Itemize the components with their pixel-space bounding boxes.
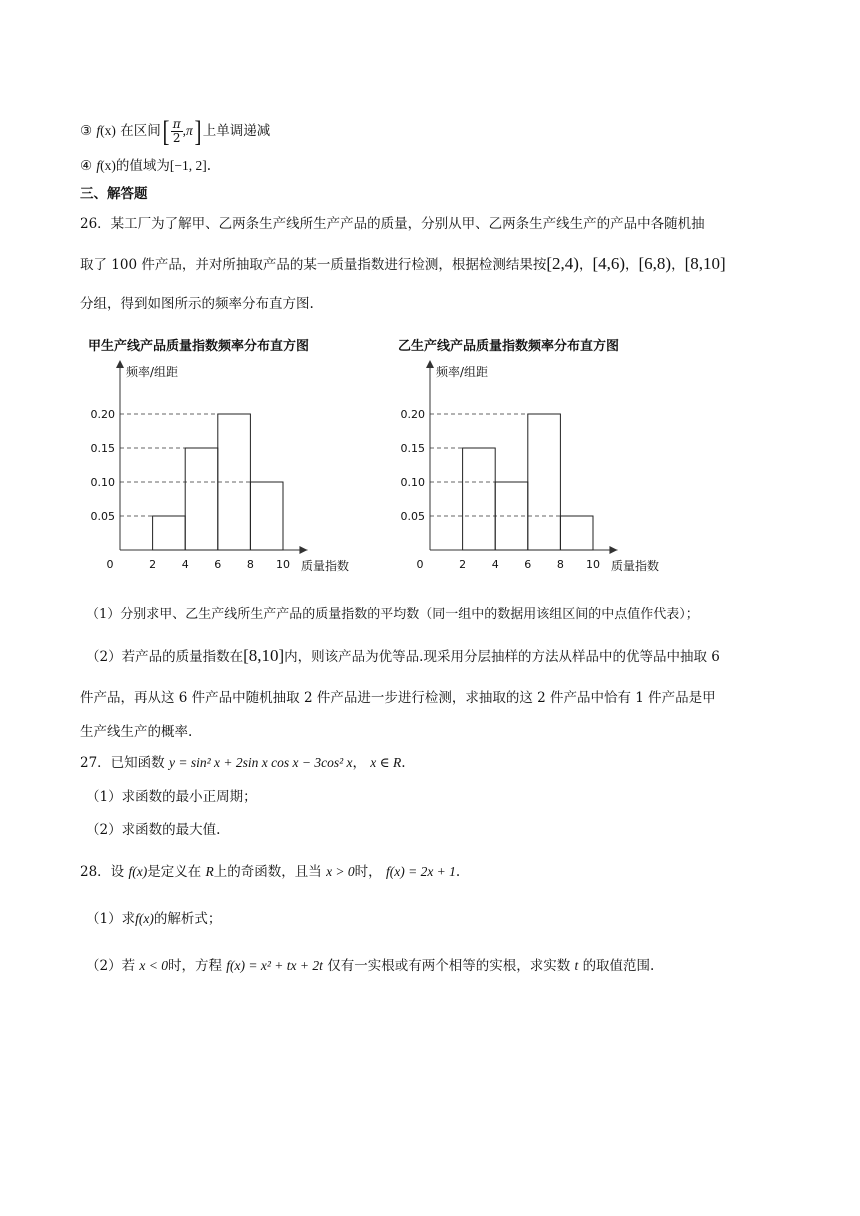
- q28-part2-t: t: [574, 958, 579, 973]
- option-4: [80, 156, 211, 176]
- sep-2: ，: [625, 257, 639, 273]
- q28-def: f(x) = 2x + 1: [385, 864, 456, 879]
- x-tick-label: 8: [556, 558, 564, 571]
- x-tick-label: 4: [491, 558, 499, 571]
- option-4-f: f: [96, 158, 101, 173]
- q26-part2-interval: [8,10]: [243, 646, 285, 665]
- q28-part1: [86, 909, 221, 929]
- q27-stem-text: 27．已知函数: [80, 755, 165, 771]
- histogram-bar: [528, 414, 561, 550]
- y-tick-label: 0.20: [400, 408, 425, 421]
- x-axis-arrow: [299, 546, 307, 554]
- left-bracket: [: [162, 114, 170, 148]
- q26-part2-line1: [86, 646, 720, 667]
- q28-end: .: [455, 864, 461, 880]
- x-tick-label: 10: [586, 558, 600, 571]
- q28-stem-d: 时，: [354, 864, 382, 880]
- q26-line2: [80, 254, 726, 275]
- x-tick-label: 10: [276, 558, 290, 571]
- pi-symbol: π: [185, 123, 193, 138]
- y-tick-label: 0.05: [90, 510, 115, 523]
- q27-formula: y = sin² x + 2sin x cos x − 3cos² x: [168, 755, 353, 770]
- x-tick-label: 4: [181, 558, 189, 571]
- option-4-text: 的值域为: [115, 158, 170, 174]
- q27-part2: （2）求函数的最大值.: [86, 822, 221, 838]
- chart-title: 乙生产线产品质量指数频率分布直方图: [398, 339, 620, 354]
- y-axis-arrow: [426, 360, 434, 368]
- x-tick-label: 6: [214, 558, 222, 571]
- q28-part2-cond: x < 0: [139, 958, 168, 973]
- q26-part1: （1）分别求甲、乙生产线所生产产品的质量指数的平均数（同一组中的数据用该组区间的中点值作代表）；: [86, 607, 699, 622]
- q28-part2-c: 仅有一实根或有两个相等的实根，求实数: [327, 958, 571, 974]
- option-4-end: .: [206, 158, 212, 174]
- y-tick-label: 0.10: [90, 476, 115, 489]
- histogram-bar: [185, 448, 218, 550]
- y-tick-label: 0.20: [90, 408, 115, 421]
- q28-part2: [86, 956, 654, 976]
- q26-line2-text: 取了 100 件产品，并对所抽取产品的某一质量指数进行检测，根据检测结果按: [80, 257, 547, 273]
- y-axis-label: 频率/组距: [436, 365, 489, 379]
- y-tick-label: 0.15: [90, 442, 115, 455]
- option-4-arg: (x): [100, 158, 116, 173]
- x-axis-label: 质量指数: [301, 559, 350, 572]
- q26-part2-line2: 件产品，再从这 6 件产品中随机抽取 2 件产品进一步进行检测，求抽取的这 2 件产品中恰有 1 件产品是甲: [80, 690, 716, 706]
- option-3-arg: (x): [100, 123, 116, 138]
- histogram-jia: [88, 332, 418, 572]
- q26-line1: 26．某工厂为了解甲、乙两条生产线所生产产品的质量，分别从甲、乙两条生产线生产的产品中各随机抽: [80, 216, 705, 232]
- q28-part1-a: （1）求: [86, 911, 136, 927]
- option-3-prefix: ③: [80, 123, 93, 139]
- histogram-bar: [153, 516, 186, 550]
- q28-stem: [80, 862, 460, 882]
- q28-part2-a: （2）若: [86, 958, 136, 974]
- option-3-f: f: [96, 123, 101, 138]
- q26-part2-text-b: 内，则该产品为优等品.现采用分层抽样的方法从样品中的优等品中抽取 6: [284, 649, 720, 665]
- histogram-bar: [250, 482, 283, 550]
- q28-stem-c: 上的奇函数，且当: [213, 864, 322, 880]
- q26-line3: 分组，得到如图所示的频率分布直方图.: [80, 296, 314, 312]
- option-4-range: [−1, 2]: [169, 158, 207, 173]
- option-3-text1: 在区间: [120, 123, 161, 139]
- q27-domain: x ∈ R: [370, 755, 402, 770]
- y-tick-label: 0.15: [400, 442, 425, 455]
- q28-cond: x > 0: [326, 864, 355, 879]
- q26-part2-line3: 生产线生产的概率.: [80, 724, 193, 740]
- y-tick-label: 0.10: [400, 476, 425, 489]
- q28-part1-b: 的解析式；: [153, 911, 222, 927]
- right-bracket: ]: [194, 114, 202, 148]
- option-3: ③ f(x) 在区间[ $\frac{\pi}{2}$ ,π] 上单调递减: [80, 114, 271, 148]
- q27-part1: （1）求函数的最小正周期；: [86, 789, 257, 805]
- q26-part2-text-a: （2）若产品的质量指数在: [86, 649, 244, 665]
- x-tick-label: 8: [246, 558, 254, 571]
- q28-stem-b: 是定义在: [147, 864, 202, 880]
- interval-3: [6,8): [638, 254, 672, 273]
- q28-fx: f(x): [128, 864, 148, 879]
- option-4-prefix: ④: [80, 158, 93, 174]
- section-heading: 三、解答题: [80, 186, 148, 202]
- x-tick-label: 2: [459, 558, 467, 571]
- x-tick-label: 0: [416, 558, 424, 571]
- pi-over-2: $\frac{\pi}{2}$: [172, 117, 181, 145]
- option-3-text2: 上单调递减: [202, 123, 271, 139]
- q27-sep: ，: [352, 755, 366, 771]
- q27-end: .: [401, 755, 406, 771]
- chart-title: 甲生产线产品质量指数频率分布直方图: [88, 339, 310, 354]
- interval-1: [2,4): [546, 254, 579, 273]
- y-axis-label: 频率/组距: [126, 365, 179, 379]
- histogram-yi: [398, 332, 728, 572]
- histogram-bar: [560, 516, 593, 550]
- interval-2: [4,6): [592, 254, 626, 273]
- x-axis-arrow: [609, 546, 617, 554]
- x-tick-label: 0: [106, 558, 114, 571]
- q27-stem: [80, 753, 406, 773]
- y-tick-label: 0.05: [400, 510, 425, 523]
- sep-3: ，: [671, 257, 685, 273]
- q28-stem-a: 28．设: [80, 864, 125, 880]
- q28-part2-d: 的取值范围.: [582, 958, 655, 974]
- q28-R: R: [205, 864, 214, 879]
- sep-1: ，: [578, 257, 593, 273]
- histogram-bar: [463, 448, 496, 550]
- x-tick-label: 6: [524, 558, 532, 571]
- q28-part2-eq: f(x) = x² + tx + 2t: [226, 958, 323, 973]
- q28-part2-b: 时，方程: [168, 958, 222, 974]
- x-axis-label: 质量指数: [611, 559, 660, 572]
- q28-part1-fx: f(x): [135, 911, 154, 926]
- x-tick-label: 2: [149, 558, 157, 571]
- interval-4: [8,10]: [684, 254, 726, 273]
- y-axis-arrow: [116, 360, 124, 368]
